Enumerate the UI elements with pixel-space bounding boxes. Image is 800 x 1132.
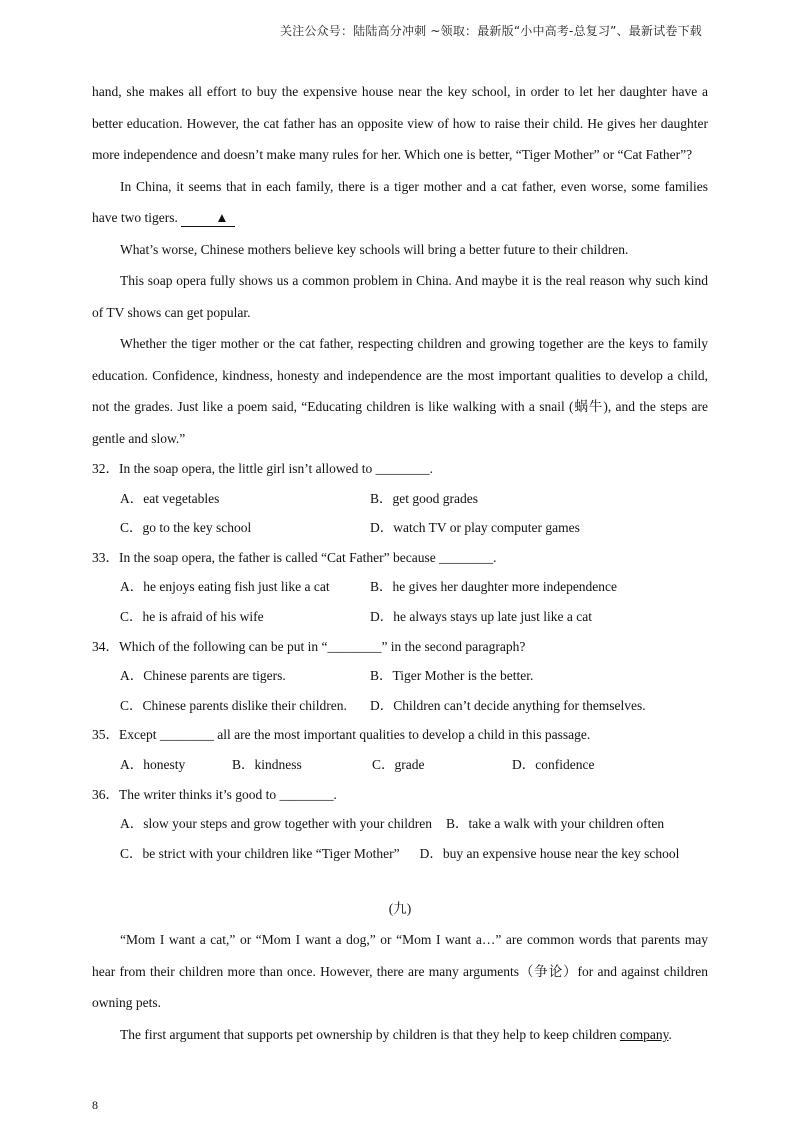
option-a: A．honesty [120, 756, 186, 772]
paragraph: hand, she makes all effort to buy the expensive house near the key school, in order to let her daughter have a better education. However, the cat father has an opposite view of how to raise their child. He gives her daughter more independence and doesn’t make many rules for her. Which one is better, “Tiger Mother” or “Cat Father”? [92, 84, 708, 162]
option-row [92, 809, 708, 839]
question-34 [92, 632, 708, 721]
option-b: B．kindness [232, 756, 302, 772]
paragraph [92, 171, 708, 234]
question-33 [92, 543, 708, 632]
option-a: A．Chinese parents are tigers. [120, 668, 286, 684]
option-a: A．eat vegetables [120, 490, 220, 506]
question-35 [92, 720, 708, 779]
section-title: (九) [388, 901, 412, 917]
option-d: D．Children can’t decide anything for themselves. [370, 697, 646, 713]
option-row [92, 572, 708, 602]
option-c: C．go to the key school [120, 520, 252, 536]
question-stem: 33．In the soap opera, the father is called “Cat Father” because ________. [92, 549, 497, 565]
option-row [92, 602, 708, 632]
option-row [92, 513, 708, 543]
option-b: B．he gives her daughter more independence [370, 579, 618, 595]
blank-marker: ▲ [181, 210, 234, 227]
question-stem: 35．Except ________ all are the most important qualities to develop a child in this passage. [92, 727, 591, 743]
option-row [92, 691, 708, 721]
question-stem: 34．Which of the following can be put in “________” in the second paragraph? [92, 638, 526, 654]
option-d: D．he always stays up late just like a cat [370, 608, 592, 624]
option-d: D．confidence [512, 756, 595, 772]
option-c: C．be strict with your children like “Tiger Mother” [120, 845, 400, 861]
option-c: C．he is afraid of his wife [120, 608, 264, 624]
question-32 [92, 454, 708, 543]
question-36 [92, 780, 708, 869]
underlined-word: company [619, 1026, 669, 1042]
paragraph [92, 1019, 708, 1051]
paragraph-text: In China, it seems that in each family, there is a tiger mother and a cat father, even worse, some families have two tigers. [92, 178, 708, 225]
option-b: B．Tiger Mother is the better. [370, 668, 534, 684]
option-row [92, 750, 708, 780]
option-d: D．buy an expensive house near the key school [419, 845, 680, 861]
page-number: 8 [92, 1098, 98, 1112]
option-b: B．take a walk with your children often [445, 816, 665, 832]
option-b: B．get good grades [370, 490, 478, 506]
paragraph-text: The first argument that supports pet ownership by children is that they help to keep children [120, 1026, 617, 1042]
paragraph-text-end: . [668, 1026, 672, 1042]
option-a: A．he enjoys eating fish just like a cat [120, 579, 330, 595]
option-a: A．slow your steps and grow together with your children [120, 816, 432, 832]
paragraph: This soap opera fully shows us a common problem in China. And maybe it is the real reason why such kind of TV shows can get popular. [92, 273, 708, 320]
option-c: C．grade [372, 756, 425, 772]
page-header: 关注公众号：陆陆高分冲刺 ~领取：最新版“小中高考-总复习”、最新试卷下载 [279, 24, 702, 38]
paragraph: Whether the tiger mother or the cat father, respecting children and growing together are the keys to family education. Confidence, kindness, honesty and independence are the most important qualities to develop a child, not the grades. Just like a poem said, “Educating children is like walking with a snail (蜗牛), and the steps are gentle and slow.” [92, 336, 708, 446]
question-stem: 36．The writer thinks it’s good to ________. [92, 786, 337, 802]
option-row [92, 661, 708, 691]
option-d: D．watch TV or play computer games [370, 520, 580, 536]
paragraph: What’s worse, Chinese mothers believe key schools will bring a better future to their children. [120, 241, 629, 257]
document-body [92, 76, 708, 1050]
option-c: C．Chinese parents dislike their children. [120, 697, 347, 713]
option-row [92, 484, 708, 514]
option-row [92, 839, 708, 869]
paragraph: “Mom I want a cat,” or “Mom I want a dog,” or “Mom I want a…” are common words that parents may hear from their children more than once. However, there are many arguments（争论）for and against children owning pets. [92, 932, 708, 1011]
question-stem: 32．In the soap opera, the little girl isn’t allowed to ________. [92, 461, 433, 476]
